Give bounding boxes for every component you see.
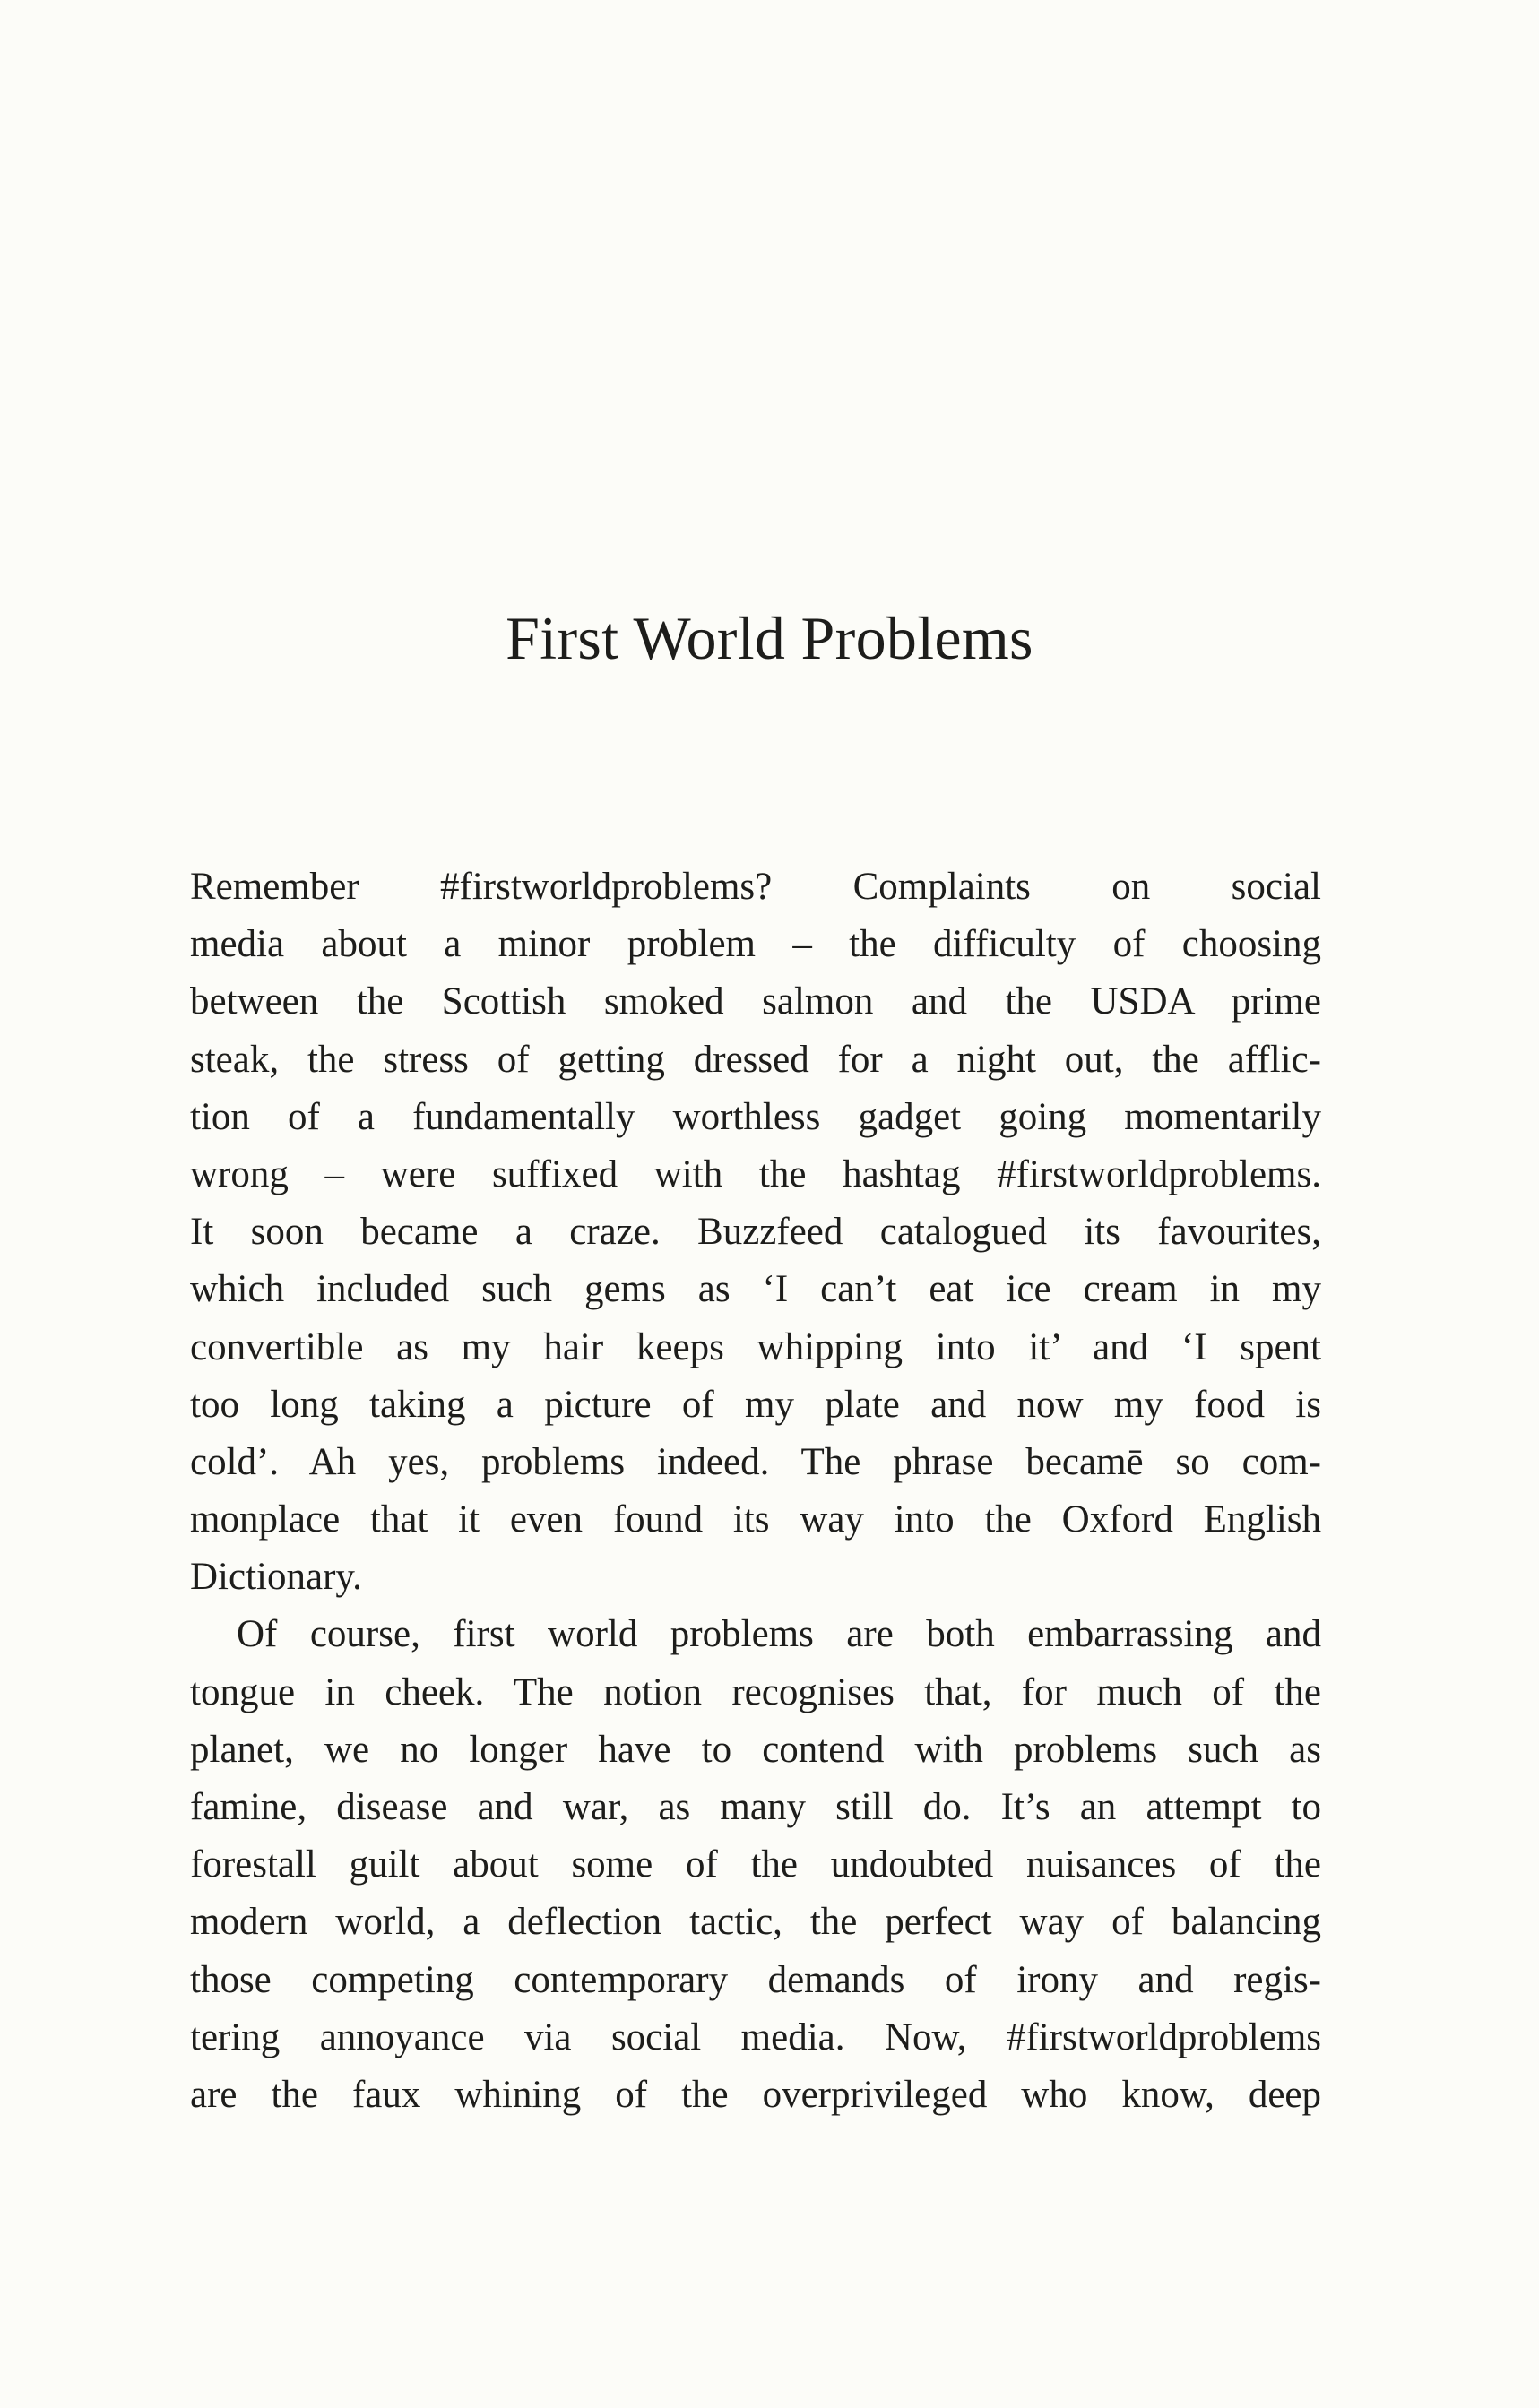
text-line: are the faux whining of the overprivileged who know, deep	[190, 2073, 1321, 2116]
paragraph-2	[190, 1606, 1321, 2124]
text-line: tongue in cheek. The notion recognises that, for much of the	[190, 1670, 1321, 1713]
text-line: cold’. Ah yes, problems indeed. The phrase becamē so com-	[190, 1440, 1321, 1483]
text-line: planet, we no longer have to contend with problems such as	[190, 1728, 1321, 1771]
text-line: Of course, first world problems are both embarrassing and	[237, 1613, 1321, 1656]
paragraph-1	[190, 859, 1321, 1606]
text-line: media about a minor problem – the difficulty of choosing	[190, 923, 1321, 966]
text-line: steak, the stress of getting dressed for a night out, the afflic-	[190, 1038, 1321, 1081]
text-line: too long taking a picture of my plate and now my food is	[190, 1383, 1321, 1426]
text-line: which included such gems as ‘I can’t eat ice cream in my	[190, 1268, 1321, 1311]
text-line: famine, disease and war, as many still do. It’s an attempt to	[190, 1786, 1321, 1828]
text-line: forestall guilt about some of the undoubted nuisances of the	[190, 1843, 1321, 1886]
text-line: modern world, a deflection tactic, the perfect way of balancing	[190, 1901, 1321, 1944]
text-line: Dictionary.	[190, 1556, 362, 1599]
text-line: monplace that it even found its way into the Oxford English	[190, 1498, 1321, 1541]
chapter-title: First World Problems	[506, 604, 1033, 672]
text-line: tering annoyance via social media. Now, #firstworldproblems	[190, 2015, 1321, 2058]
text-line: wrong – were suffixed with the hashtag #firstworldproblems.	[190, 1152, 1321, 1195]
text-line: It soon became a craze. Buzzfeed catalogued its favourites,	[190, 1211, 1321, 1254]
text-line: between the Scottish smoked salmon and the USDA prime	[190, 980, 1321, 1023]
text-line: Remember #firstworldproblems? Complaints on social	[190, 866, 1321, 908]
text-line: convertible as my hair keeps whipping into it’ and ‘I spent	[190, 1325, 1321, 1368]
body-text	[190, 859, 1321, 2124]
text-line: those competing contemporary demands of irony and regis-	[190, 1958, 1321, 2001]
text-line: tion of a fundamentally worthless gadget going momentarily	[190, 1095, 1321, 1138]
